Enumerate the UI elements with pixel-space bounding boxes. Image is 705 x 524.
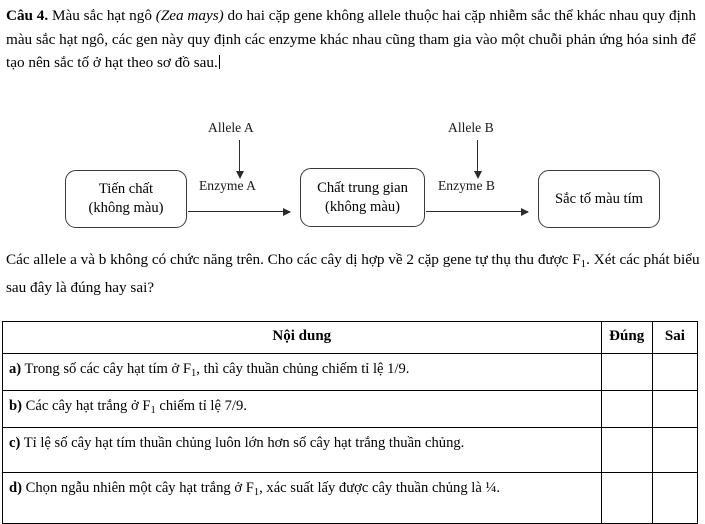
statement-text-c-before: Tỉ lệ số cây hạt tím thuần chủng luôn lớn hơn số cây hạt trắng thuần chủng. bbox=[20, 435, 465, 451]
table-header-row bbox=[3, 322, 698, 354]
diagram-label-enzyme-a: Enzyme A bbox=[199, 178, 257, 193]
table-row bbox=[3, 391, 698, 428]
question-text-part2: do hai cặp gene không allele thuộc hai cặp nhiễm sắc thể khác nhau quy định màu sắc hạt ngô, các gen này quy định các enzyme khác nhau cũng tham gia vào một chuỗi phản ứng hóa sinh để tạo nên sắc tố ở hạt theo sơ đồ sau. bbox=[6, 7, 697, 71]
right-arrow-icon-precursor-to-intermediate bbox=[188, 211, 290, 212]
table-row bbox=[3, 354, 698, 391]
answer-cell-true-c[interactable] bbox=[601, 428, 652, 473]
statement-key-c: c) bbox=[9, 435, 21, 451]
answer-cell-false-b[interactable] bbox=[652, 391, 697, 428]
diagram-label-enzyme-b: Enzyme B bbox=[438, 178, 496, 193]
statement-key-d: d) bbox=[9, 480, 22, 496]
statement-cell-c bbox=[3, 428, 602, 473]
statement-cell-a bbox=[3, 354, 602, 391]
answer-cell-true-b[interactable] bbox=[601, 391, 652, 428]
right-arrow-icon-intermediate-to-pigment bbox=[426, 211, 528, 212]
statement-text-d-after: , xác suất lấy được cây thuần chủng là ¼. bbox=[259, 480, 501, 496]
table-row bbox=[3, 428, 698, 473]
instruction-paragraph bbox=[6, 248, 700, 300]
statement-d-subscript: 1 bbox=[253, 486, 260, 498]
down-arrow-icon-allele-a bbox=[239, 140, 240, 172]
f1-subscript: 1 bbox=[580, 258, 587, 271]
statement-text-d-before: Chọn ngẫu nhiên một cây hạt trắng ở F bbox=[21, 480, 254, 496]
diagram-box-intermediate bbox=[300, 168, 425, 227]
statement-cell-b bbox=[3, 391, 602, 428]
intermediate-line1: Chất trung gian bbox=[317, 179, 408, 196]
column-header-content: Nội dung bbox=[3, 322, 602, 354]
answer-cell-true-d[interactable] bbox=[601, 473, 652, 524]
diagram-label-allele-b: Allele B bbox=[448, 120, 494, 135]
statement-key-b: b) bbox=[9, 398, 22, 414]
statement-cell-d bbox=[3, 473, 602, 524]
intermediate-line2: (không màu) bbox=[325, 198, 400, 215]
answer-cell-true-a[interactable] bbox=[601, 354, 652, 391]
instruction-text-before: Các allele a và b không có chức năng trên. Cho các cây dị hợp về 2 cặp gene tự thụ thu được F bbox=[6, 251, 581, 268]
statement-text-b-before: Các cây hạt trắng ở F bbox=[21, 398, 151, 414]
column-header-false: Sai bbox=[652, 322, 697, 354]
pigment-line1: Sắc tố màu tím bbox=[555, 190, 643, 207]
precursor-line2: (không màu) bbox=[88, 200, 164, 216]
question-number: Câu 4. bbox=[6, 7, 49, 24]
column-header-true: Đúng bbox=[601, 322, 652, 354]
down-arrow-icon-allele-b bbox=[477, 140, 478, 172]
statement-text-b-after: chiếm tỉ lệ 7/9. bbox=[155, 398, 247, 414]
statement-key-a: a) bbox=[9, 361, 22, 377]
statement-b-subscript: 1 bbox=[150, 404, 156, 416]
statements-table bbox=[2, 321, 698, 524]
statement-a-subscript: 1 bbox=[191, 367, 197, 379]
diagram-label-allele-a: Allele A bbox=[208, 120, 254, 135]
question-paragraph bbox=[6, 4, 700, 75]
statement-text-a-after: , thì cây thuần chủng chiếm tỉ lệ 1/9. bbox=[196, 361, 410, 377]
diagram-box-pigment bbox=[538, 170, 660, 228]
statement-text-a-before: Trong số các cây hạt tím ở F bbox=[21, 361, 192, 377]
species-name: (Zea mays) bbox=[155, 7, 224, 24]
answer-cell-false-c[interactable] bbox=[652, 428, 697, 473]
table-row bbox=[3, 473, 698, 524]
answer-cell-false-a[interactable] bbox=[652, 354, 697, 391]
biosynthesis-pathway-diagram bbox=[0, 112, 705, 237]
diagram-box-precursor bbox=[65, 170, 187, 228]
precursor-line1: Tiến chất bbox=[98, 181, 154, 197]
instruction-text-after: . Xét các phát biểu sau đây là đúng hay sai? bbox=[6, 251, 700, 297]
question-text-part1: Màu sắc hạt ngô bbox=[48, 7, 156, 24]
answer-cell-false-d[interactable] bbox=[652, 473, 697, 524]
text-cursor bbox=[219, 55, 220, 69]
